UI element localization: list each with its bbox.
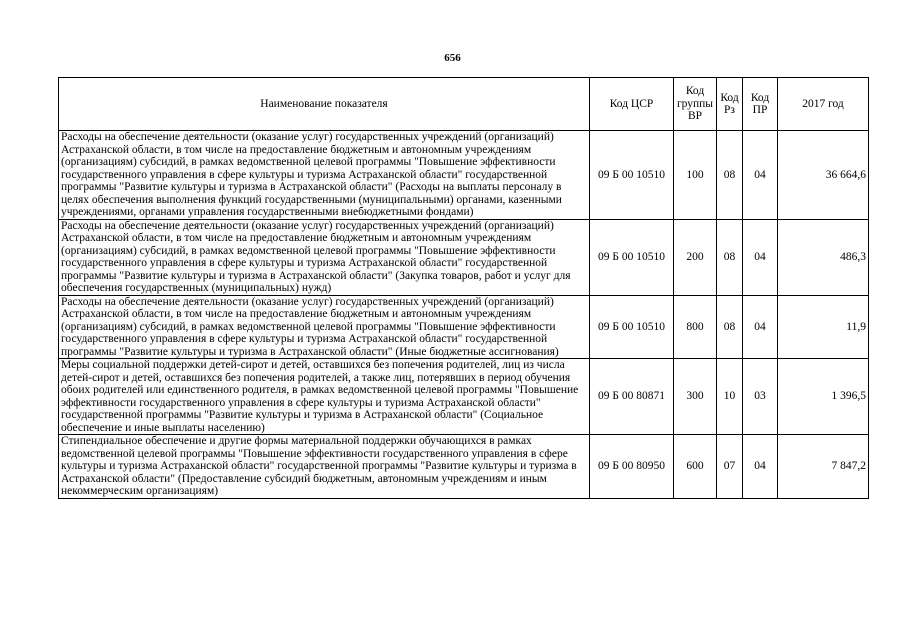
row-vr: 200 bbox=[674, 219, 717, 295]
header-rz: Код Рз bbox=[717, 78, 743, 131]
budget-table bbox=[58, 77, 869, 499]
row-amount: 1 396,5 bbox=[778, 359, 869, 435]
row-rz: 08 bbox=[717, 295, 743, 359]
header-vr: Код группы ВР bbox=[674, 78, 717, 131]
row-pr: 04 bbox=[743, 219, 778, 295]
table-row bbox=[59, 131, 869, 220]
row-rz: 08 bbox=[717, 131, 743, 220]
row-vr: 300 bbox=[674, 359, 717, 435]
header-name: Наименование показателя bbox=[59, 78, 590, 131]
row-vr: 100 bbox=[674, 131, 717, 220]
row-csr: 09 Б 00 10510 bbox=[590, 295, 674, 359]
row-pr: 04 bbox=[743, 295, 778, 359]
header-csr: Код ЦСР bbox=[590, 78, 674, 131]
row-name: Стипендиальное обеспечение и другие формы материальной поддержки обучающихся в рамках ведомственной целевой программы "Повышение эффективности государственного управления в сфере культуры и туризма Астраханской области" государственной программы "Развитие культуры и туризма в Астраханской области" (Предоставление субсидий бюджетным, автономным учреждениям и иным некоммерческим организациям) bbox=[59, 435, 590, 499]
row-rz: 10 bbox=[717, 359, 743, 435]
row-pr: 04 bbox=[743, 435, 778, 499]
row-rz: 07 bbox=[717, 435, 743, 499]
row-amount: 486,3 bbox=[778, 219, 869, 295]
row-csr: 09 Б 00 10510 bbox=[590, 131, 674, 220]
row-rz: 08 bbox=[717, 219, 743, 295]
row-amount: 7 847,2 bbox=[778, 435, 869, 499]
header-pr: Код ПР bbox=[743, 78, 778, 131]
table-row bbox=[59, 359, 869, 435]
row-name: Расходы на обеспечение деятельности (оказание услуг) государственных учреждений (организаций) Астраханской области, в том числе на предоставление бюджетным и автономным учреждениям (организациям) субсидий, в рамках ведомственной целевой программы "Повышение эффективности государственного управления в сфере культуры и туризма Астраханской области" государственной программы "Развитие культуры и туризма в Астраханской области" (Закупка товаров, работ и услуг для обеспечения государственных (муниципальных) нужд) bbox=[59, 219, 590, 295]
row-pr: 04 bbox=[743, 131, 778, 220]
row-vr: 800 bbox=[674, 295, 717, 359]
table-row bbox=[59, 435, 869, 499]
page-number: 656 bbox=[444, 52, 461, 64]
table-row bbox=[59, 219, 869, 295]
row-name: Расходы на обеспечение деятельности (оказание услуг) государственных учреждений (организаций) Астраханской области, в том числе на предоставление бюджетным и автономным учреждениям (организациям) субсидий, в рамках ведомственной целевой программы "Повышение эффективности государственного управления в сфере культуры и туризма Астраханской области" государственной программы "Развитие культуры и туризма в Астраханской области" (Иные бюджетные ассигнования) bbox=[59, 295, 590, 359]
header-year: 2017 год bbox=[778, 78, 869, 131]
row-name: Расходы на обеспечение деятельности (оказание услуг) государственных учреждений (организаций) Астраханской области, в том числе на предоставление бюджетным и автономным учреждениям (организациям) субсидий, в рамках ведомственной целевой программы "Повышение эффективности государственного управления в сфере культуры и туризма Астраханской области" государственной программы "Развитие культуры и туризма в Астраханской области" (Расходы на выплаты персоналу в целях обеспечения выполнения функций государственными (муниципальными) органами, казенными учреждениями, органами управления государственными внебюджетными фондами) bbox=[59, 131, 590, 220]
row-name: Меры социальной поддержки детей-сирот и детей, оставшихся без попечения родителей, лиц из числа детей-сирот и детей, оставшихся без попечения родителей, а также лиц, потерявших в период обучения обоих родителей или единственного родителя, в рамках ведомственной целевой программы "Повышение эффективности государственного управления в сфере культуры и туризма Астраханской области" государственной программы "Развитие культуры и туризма в Астраханской области" (Социальное обеспечение и иные выплаты населению) bbox=[59, 359, 590, 435]
row-csr: 09 Б 00 80871 bbox=[590, 359, 674, 435]
row-amount: 11,9 bbox=[778, 295, 869, 359]
row-csr: 09 Б 00 10510 bbox=[590, 219, 674, 295]
table-row bbox=[59, 295, 869, 359]
row-pr: 03 bbox=[743, 359, 778, 435]
row-csr: 09 Б 00 80950 bbox=[590, 435, 674, 499]
table-header-row bbox=[59, 78, 869, 131]
row-amount: 36 664,6 bbox=[778, 131, 869, 220]
row-vr: 600 bbox=[674, 435, 717, 499]
